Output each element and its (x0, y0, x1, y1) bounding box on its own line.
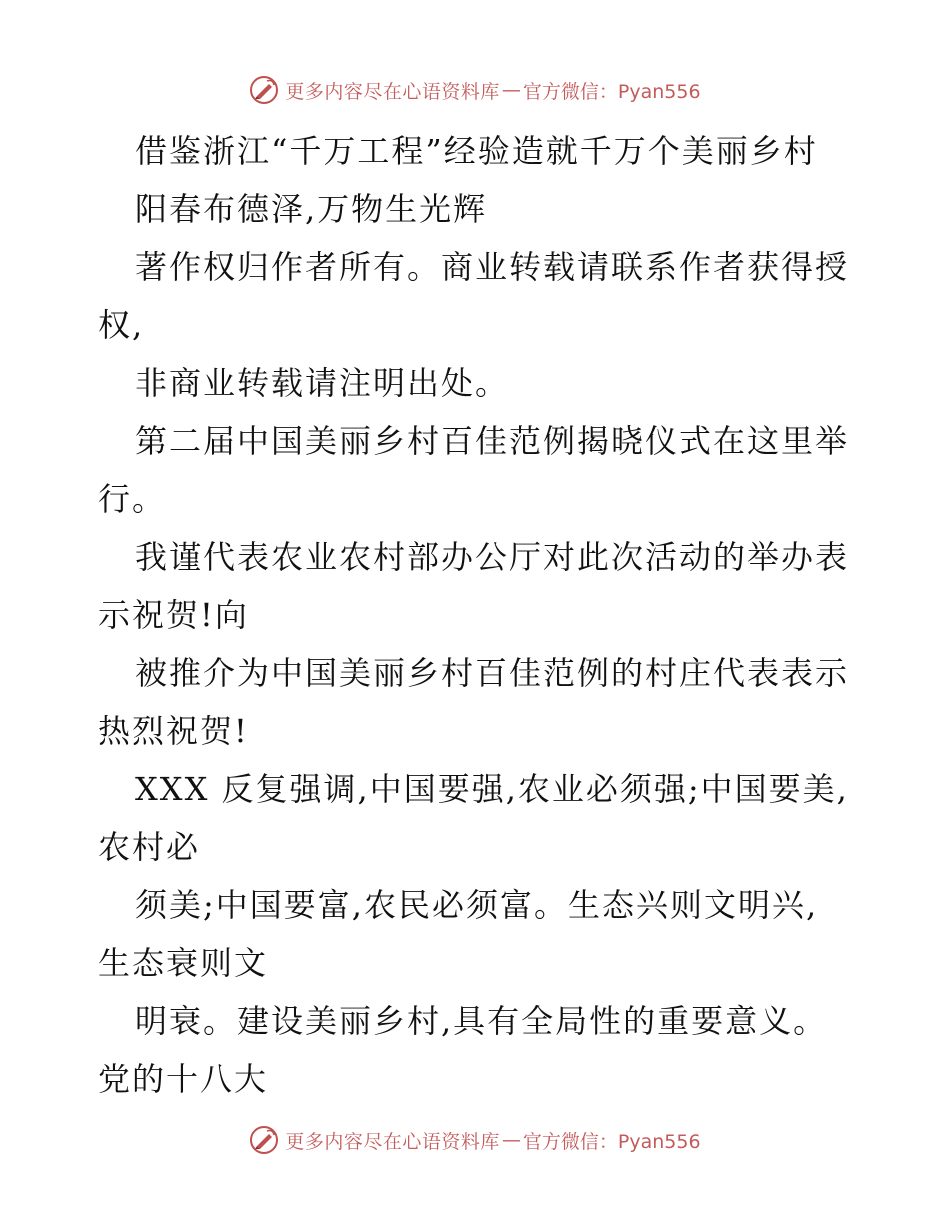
pen-seal-icon (249, 1125, 279, 1155)
text-line: XXX 反复强调,中国要强,农业必须强;中国要美, (135, 770, 849, 808)
text-line: 明衰。建设美丽乡村,具有全局性的重要意义。 (135, 1002, 828, 1040)
text-line: 著作权归作者所有。商业转载请联系作者获得授 (135, 248, 850, 286)
text-line: 热烈祝贺! (98, 712, 249, 750)
text-line: 行。 (98, 480, 167, 518)
text-line: 须美;中国要富,农民必须富。生态兴则文明兴, (135, 886, 819, 924)
pen-seal-icon (249, 75, 279, 105)
text-line: 我谨代表农业农村部办公厅对此次活动的举办表 (135, 538, 850, 576)
text-line: 被推介为中国美丽乡村百佳范例的村庄代表表示 (135, 654, 850, 692)
watermark-text: 更多内容尽在心语资料库 (285, 80, 500, 103)
document-title: 借鉴浙江“千万工程”经验造就千万个美丽乡村 (135, 132, 818, 170)
document-body (98, 122, 858, 1108)
text-line: 权, (98, 306, 145, 344)
text-line: 阳春布德泽,万物生光辉 (135, 190, 488, 228)
footer-watermark (0, 1120, 950, 1160)
watermark-text: 更多内容尽在心语资料库 (285, 1130, 500, 1153)
watermark-contact: 官方微信：Pyan556 (522, 1130, 701, 1153)
text-line: 生态衰则文 (98, 944, 269, 982)
watermark-separator: — (501, 79, 521, 101)
text-line: 农村必 (98, 828, 201, 866)
header-watermark (0, 70, 950, 110)
text-line: 第二届中国美丽乡村百佳范例揭晓仪式在这里举 (135, 422, 850, 460)
text-line: 示祝贺!向 (98, 596, 249, 634)
watermark-separator: — (501, 1129, 521, 1151)
watermark-contact: 官方微信：Pyan556 (522, 80, 701, 103)
text-line: 非商业转载请注明出处。 (135, 364, 510, 402)
text-line: 党的十八大 (98, 1060, 269, 1098)
